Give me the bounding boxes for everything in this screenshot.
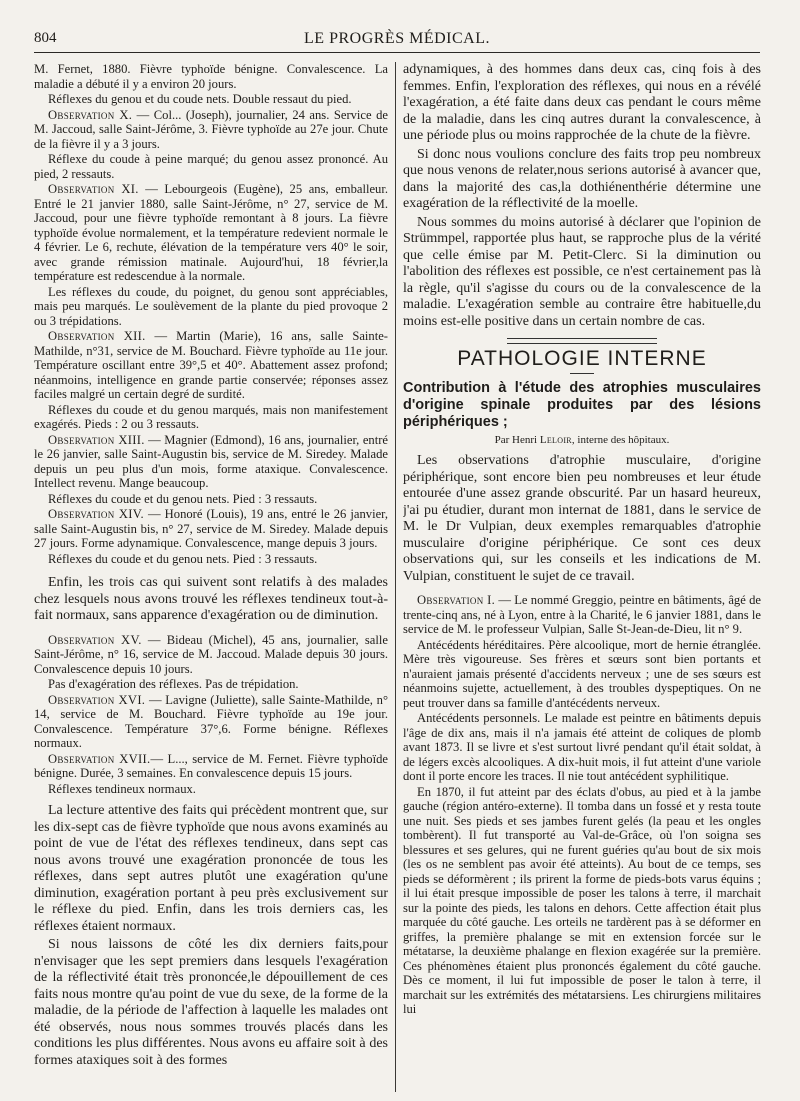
observation-label: Observation XIII.: [48, 432, 145, 447]
observation-label: Observation XIV.: [48, 507, 144, 521]
paragraph: Réflexes du coude et du genou nets. Pied : 3 ressauts.: [48, 491, 318, 506]
observation-i: [403, 593, 761, 637]
left-column: [34, 62, 388, 1092]
paragraph: Réflexe du coude à peine marqué; du genou assez prononcé. Au pied, 2 ressauts.: [34, 152, 388, 181]
paragraph: Enfin, les trois cas qui suivent sont relatifs à des malades chez lesquels nous avons trouvé les réflexes tendineux tout-à-fait normaux, sans apparence d'exagération ou de diminution.: [34, 575, 388, 623]
page-number: 804: [34, 30, 57, 46]
article-byline: [403, 433, 761, 448]
section-rule: [570, 373, 594, 374]
observation-xiii: [34, 433, 388, 491]
paragraph: Réflexes du coude et du genou nets. Pied : 3 ressauts.: [48, 551, 318, 566]
right-column: [403, 62, 761, 1092]
observation-text: — Magnier (Edmond), 16 ans, journalier, entré le 26 janvier, salle Saint-Augustin bis, service de M. Siredey. Malade depuis un peu plus d'un mois, forme ataxique. Convalescence. Intellect revenu. Mange beaucoup.: [34, 432, 388, 490]
observation-xvi: [34, 693, 388, 751]
column-divider: [395, 62, 396, 1092]
observation-text: — Lebourgeois (Eugène), 25 ans, emballeur. Entré le 21 janvier 1880, salle Saint-Jérôme, n° 27, service de M. Jaccoud, pour une fièvre typhoïde remontant à 8 jours. La fièvre typhoïde évolue normalement, et la température redevient normale le 4 février. Le 6, rechute, élévation de la température vers 40° le soir, avec grande rémission matinale. Aujourd'hui, 18 février,la température est redescendue à la normale.: [34, 182, 388, 283]
paragraph: adynamiques, à des hommes dans deux cas, cinq fois à des femmes. Enfin, l'exploration des réflexes, qui nous en a révélé l'exagération, a été faite dans deux cas pendant le cours même de la maladie, dans les cinq autres durant la convalescence, à une période plus ou moins rapprochée de la chute de la fièvre.: [403, 62, 761, 143]
observation-text: — Martin (Marie), 16 ans, salle Sainte-Mathilde, n°31, service de M. Bouchard. Fièvre typhoïde au 11e jour. Température oscillant entre 39°,5 et 40°. Abattement assez profond; néanmoins, intelligence en grande partie conservée; réponses assez faciles malgré un certain degré de surdité.: [34, 329, 388, 401]
observation-xii: [34, 329, 388, 402]
journal-title: LE PROGRÈS MÉDICAL.: [304, 30, 490, 47]
byline-author: Leloir: [539, 433, 572, 446]
paragraph: Antécédents héréditaires. Père alcoolique, mort de hernie étranglée. Mère très vigoureuse. Ses frères et sœurs sont bien portants et n'auraient jamais présenté d'accidents nerveux ; une de ses sœurs est néanmoins sujette, actuellement, à des troubles dyspeptiques. On ne peut trouver dans sa famille d'antécédents nerveux.: [403, 637, 761, 710]
observation-text: — L..., service de M. Fernet. Fièvre typhoïde bénigne. Durée, 3 semaines. En convalescence depuis 15 jours.: [34, 751, 388, 780]
observation-label: Observation XVI.: [48, 692, 146, 707]
observation-text: — Col... (Joseph), journalier, 24 ans. Service de M. Jaccoud, salle Saint-Jérôme, 3. Fièvre typhoïde au 27e jour. Chute de la fièvre il y a 3 jours.: [34, 107, 388, 151]
paragraph: La lecture attentive des faits qui précèdent montrent que, sur les dix-sept cas de fièvre typhoïde que nous avons examinés au point de vue de l'état des réflexes tendineux, dans sept cas nous avons trouvé une exagération prononcée de tous les réflexes, dans sept autres plutôt une exagération qu'une diminution, exagération portant à peu près exclusivement sur le réflexe du pied. Enfin, dans les trois derniers cas, les réflexes étaient normaux.: [34, 803, 388, 934]
observation-text: — Le nommé Greggio, peintre en bâtiments, âgé de trente-cinq ans, né à Lyon, entre à la Charité, le 6 janvier 1881, dans le service de M. le professeur Vulpian, Salle St-Jean-de-Dieu, lit n° 9.: [403, 593, 761, 636]
paragraph: Les réflexes du coude, du poignet, du genou sont appréciables, mais peu marqués. Le soulèvement de la plante du pied provoque 2 ou 3 trépidations.: [34, 284, 388, 328]
section-title: PATHOLOGIE INTERNE: [457, 347, 707, 370]
spacer: [34, 567, 388, 575]
paragraph: Réflexes du genou et du coude nets. Double ressaut du pied.: [48, 92, 352, 106]
paragraph: Si nous laissons de côté les dix derniers faits,pour n'envisager que les sept premiers dans lesquels l'exagération de la réflectivité était très prononcée,le dépouillement de ces faits nous montre qu'au point de vue du sexe, de la forme de la maladie, de la période de l'affection à laquelle les malades ont été observés, nous nous sommes trouvés placés dans les conditions les plus différentes. Nous avons eu affaire soit à des formes ataxiques soit à des formes: [34, 937, 388, 1068]
paragraph: Les observations d'atrophie musculaire, d'origine périphérique, sont encore bien peu nombreuses et leur étude entourée d'une assez grande obscurité. Par un hasard heureux, j'ai pu étudier, durant mon internat de 1881, dans le service de M. le Dr Vulpian, deux exemples remarquables d'atrophie musculaire d'origine périphérique. Ce sont ces deux observations qui, sur les conseils et les indications de M. Vulpian, constituent le sujet de ce travail.: [403, 453, 761, 584]
observation-text: — Lavigne (Juliette), salle Sainte-Mathilde, n° 14, service de M. Bouchard. Fièvre typhoïde au 19e jour. Convalescence. Température 37°,6. Forme bénigne. Réflexes normaux.: [34, 692, 388, 750]
paragraph: Si donc nous voulions conclure des faits trop peu nombreux que nous venons de relater,nous serions autorisé à avancer que, dans la majorité des cas,la dothiénenthérie détermine une exagération de la réflectivité de la moelle.: [403, 146, 761, 211]
observation-xi: [34, 182, 388, 284]
paragraph: En 1870, il fut atteint par des éclats d'obus, au pied et à la jambe gauche (région antéro-externe). Il tomba dans un fossé et y resta toute une nuit. Ses pieds et ses jambes furent gelés (la peau et les ongles tombèrent). Il fut transporté au Val-de-Grâce, où l'on soigna ses blessures et ses gelures, qui ne furent guéries qu'au bout de six mois (les os ne semblent pas avoir été atteints). Au bout de ce temps, ses pieds se déformèrent ; ils prirent la forme de pieds-bots varus équins ; il lui était presque impossible de poser les talons à terre, il marchait sur la pointe des pieds, les talons en dehors. Cette affection était plus marquée du côté gauche. Les orteils ne tardèrent pas à se déformer en griffes, la première phalange se mit en extension forcée sur le métatarse, la deuxième phalange en flexion exagérée sur la première. Ces phénomènes étaient plus prononcés également du côté gauche. Dès ce moment, il lui fut impossible de poser le talon à terre, il marchait sur les extrémités des métatarsiens. Les chirurgiens militaires lui: [403, 784, 761, 1016]
article-title: Contribution à l'étude des atrophies musculaires d'origine spinale produites par des lésions périphériques ;: [403, 379, 761, 430]
observation-label: Observation XII.: [48, 329, 146, 343]
paragraph: Réflexes tendineux normaux.: [48, 781, 196, 796]
paragraph: M. Fernet, 1880. Fièvre typhoïde bénigne. Convalescence. La maladie a débuté il y a environ 20 jours.: [34, 62, 388, 91]
observation-xiv: [34, 507, 388, 551]
observation-xv: [34, 633, 388, 677]
byline-suffix: , interne des hôpitaux.: [571, 433, 670, 446]
observation-label: Observation X.: [48, 107, 133, 122]
observation-label: Observation XVII.: [48, 751, 151, 766]
paragraph: Nous sommes du moins autorisé à déclarer que l'opinion de Strümmpel, rapportée plus haut, se rapproche plus de la vérité que celle émise par M. Petit-Clerc. Si la diminution ou l'abolition des réflexes est possible, ce n'est certainement pas là la règle, qu'il s'agisse du cours ou de la convalescence de la maladie. L'exagération semble au contraire être habituelle,du moins est-elle positive dans un certain nombre de cas.: [403, 214, 761, 329]
observation-x: [34, 108, 388, 152]
observation-xvii: [34, 752, 388, 781]
page-header: [34, 30, 760, 53]
paragraph: Réflexes du coude et du genou marqués, mais non manifestement exagérés. Pieds : 2 ou 3 ressauts.: [34, 402, 388, 431]
observation-label: Observation XV.: [48, 632, 142, 647]
ornamental-separator: [507, 338, 657, 344]
observation-text: — Honoré (Louis), 19 ans, entré le 26 janvier, salle Saint-Augustin bis, n° 27, service de M. Siredey. Malade depuis 27 jours. Forme adynamique. Convalescence, mange depuis 3 jours.: [34, 507, 388, 550]
observation-label: Observation I.: [417, 593, 496, 607]
observation-label: Observation XI.: [48, 182, 139, 196]
paragraph: Pas d'exagération des réflexes. Pas de trépidation.: [48, 677, 299, 691]
paragraph: Antécédents personnels. Le malade est peintre en bâtiments depuis l'âge de dix ans, mais il n'a jamais été atteint de coliques de plomb avant 1873. Il se livre et s'est surtout livré pendant qu'il était soldat, à de légers excès alcooliques. A dix-huit mois, il fut atteint d'une variole dont il porte encore les traces. Il nie tout antécédent syphilitique.: [403, 711, 761, 783]
observation-text: — Bideau (Michel), 45 ans, journalier, salle Saint-Jérôme, n° 16, service de M. Jaccoud. Malade depuis 30 jours. Convalescence depuis 10 jours.: [34, 632, 388, 676]
byline-prefix: Par Henri: [494, 433, 540, 446]
